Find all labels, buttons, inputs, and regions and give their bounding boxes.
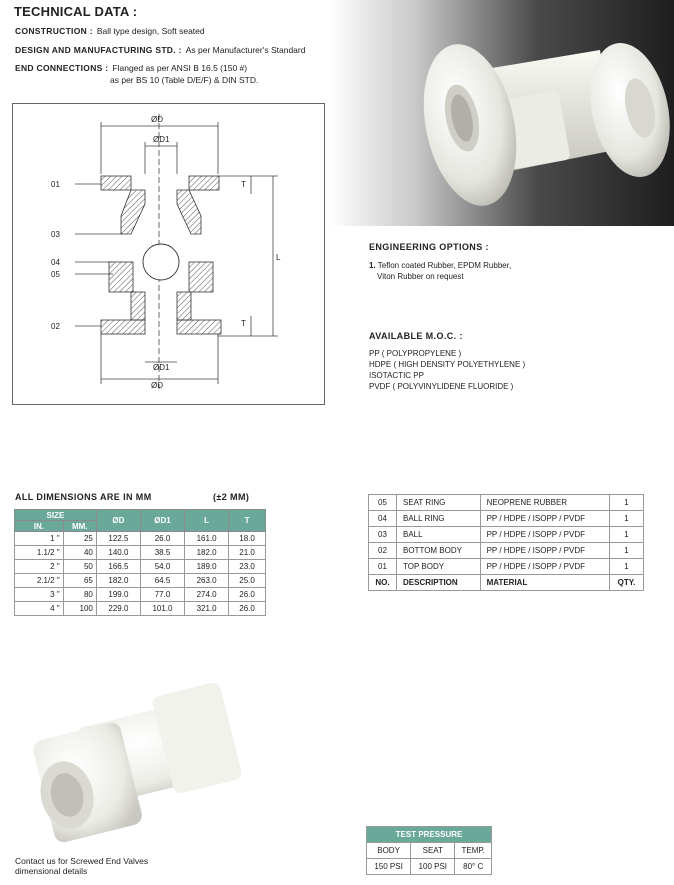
moc-item: PVDF ( POLYVINYLIDENE FLUORIDE ) <box>369 382 514 391</box>
table-row <box>369 527 644 543</box>
contact-line-1: Contact us for Screwed End Valves <box>15 856 149 866</box>
callout-05: 05 <box>51 270 60 279</box>
callout-04: 04 <box>51 258 60 267</box>
cell: 1 <box>610 559 644 575</box>
cell: 1.1/2 " <box>15 546 64 560</box>
moc-item: HDPE ( HIGH DENSITY POLYETHYLENE ) <box>369 360 526 369</box>
cell: 263.0 <box>185 574 229 588</box>
end-label: END CONNECTIONS : <box>15 63 109 73</box>
parts-table-header <box>369 575 644 591</box>
table-row <box>369 495 644 511</box>
table-row <box>369 511 644 527</box>
parts-table <box>368 494 644 591</box>
table-row <box>369 559 644 575</box>
cell: 64.5 <box>140 574 184 588</box>
screwed-valve-illustration <box>12 680 267 850</box>
cell: 274.0 <box>185 588 229 602</box>
engineering-options-title: ENGINEERING OPTIONS : <box>369 242 489 252</box>
col-header-body: BODY <box>367 843 411 859</box>
cell: 25 <box>63 532 96 546</box>
col-header-material: MATERIAL <box>480 575 609 591</box>
cell: 140.0 <box>96 546 140 560</box>
col-header-od: ØD <box>96 510 140 532</box>
cell: 21.0 <box>229 546 266 560</box>
table-row <box>367 859 492 875</box>
col-header-t: T <box>229 510 266 532</box>
cell: 101.0 <box>140 602 184 616</box>
col-header-l: L <box>185 510 229 532</box>
cell: SEAT RING <box>397 495 481 511</box>
cell: 54.0 <box>140 560 184 574</box>
table-row <box>367 843 492 859</box>
callout-02: 02 <box>51 322 60 331</box>
seat-pressure-value: 100 PSI <box>411 859 455 875</box>
cell: 26.0 <box>229 602 266 616</box>
dimensions-tolerance: (±2 MM) <box>213 492 250 502</box>
cell: 65 <box>63 574 96 588</box>
callout-01: 01 <box>51 180 60 189</box>
engineering-item-line-2: Viton Rubber on request <box>377 272 464 281</box>
cell: NEOPRENE RUBBER <box>480 495 609 511</box>
dim-l-label: L <box>276 253 281 262</box>
cell: 26.0 <box>229 588 266 602</box>
size-header: SIZE <box>15 510 97 521</box>
cell: 02 <box>369 543 397 559</box>
test-pressure-title: TEST PRESSURE <box>367 827 492 843</box>
flanged-valve-photo <box>330 0 674 226</box>
cell: PP / HDPE / ISOPP / PVDF <box>480 543 609 559</box>
cell: 1 <box>610 527 644 543</box>
cell: 26.0 <box>140 532 184 546</box>
moc-list <box>369 348 525 392</box>
cell: 166.5 <box>96 560 140 574</box>
cell: 199.0 <box>96 588 140 602</box>
cell: 40 <box>63 546 96 560</box>
cell: 38.5 <box>140 546 184 560</box>
cell: 229.0 <box>96 602 140 616</box>
cell: 2 " <box>15 560 64 574</box>
cell: 03 <box>369 527 397 543</box>
cell: 1 <box>610 511 644 527</box>
cell: 05 <box>369 495 397 511</box>
col-header-in: IN. <box>15 521 64 532</box>
cell: BALL RING <box>397 511 481 527</box>
page-title: TECHNICAL DATA : <box>14 4 138 19</box>
cell: 182.0 <box>185 546 229 560</box>
table-row <box>15 602 266 616</box>
cell: 18.0 <box>229 532 266 546</box>
design-label: DESIGN AND MANUFACTURING STD. : <box>15 45 182 55</box>
cell: 182.0 <box>96 574 140 588</box>
temperature-value: 80° C <box>455 859 492 875</box>
cell: 1 <box>610 495 644 511</box>
moc-item: PP ( POLYPROPYLENE ) <box>369 349 462 358</box>
section-drawing-svg <box>13 104 324 404</box>
end-value-1: Flanged as per ANSI B 16.5 (150 #) <box>112 63 248 73</box>
table-row <box>15 560 266 574</box>
dim-d1-bottom-label: ØD1 <box>153 363 170 372</box>
engineering-options-list <box>369 260 511 282</box>
callout-03: 03 <box>51 230 60 239</box>
cell: PP / HDPE / ISOPP / PVDF <box>480 511 609 527</box>
cell: 80 <box>63 588 96 602</box>
cell: 50 <box>63 560 96 574</box>
col-header-seat: SEAT <box>411 843 455 859</box>
design-value: As per Manufacturer's Standard <box>185 45 306 55</box>
flanged-valve-illustration <box>330 0 674 226</box>
cell: TOP BODY <box>397 559 481 575</box>
contact-note <box>15 856 148 876</box>
screwed-valve-photo <box>12 680 267 850</box>
construction-value: Ball type design, Soft seated <box>96 26 205 36</box>
dim-d-bottom-label: ØD <box>151 381 163 390</box>
cell: BOTTOM BODY <box>397 543 481 559</box>
cell: 23.0 <box>229 560 266 574</box>
valve-section-drawing <box>12 103 325 405</box>
dim-d1-top-label: ØD1 <box>153 135 170 144</box>
cell: 1 " <box>15 532 64 546</box>
cell: 189.0 <box>185 560 229 574</box>
dimensions-table <box>14 509 266 616</box>
cell: 161.0 <box>185 532 229 546</box>
dim-d-top-label: ØD <box>151 115 163 124</box>
moc-title: AVAILABLE M.O.C. : <box>369 331 463 341</box>
dim-t-bottom-label: T <box>241 319 246 328</box>
cell: 1 <box>610 543 644 559</box>
col-header-qty: QTY. <box>610 575 644 591</box>
cell: 2.1/2 " <box>15 574 64 588</box>
cell: PP / HDPE / ISOPP / PVDF <box>480 559 609 575</box>
test-pressure-table <box>366 826 492 875</box>
dimensions-title: ALL DIMENSIONS ARE IN MM <box>15 492 152 502</box>
col-header-mm: MM. <box>63 521 96 532</box>
cell: 4 " <box>15 602 64 616</box>
cell: 100 <box>63 602 96 616</box>
contact-line-2: dimensional details <box>15 866 88 876</box>
cell: 3 " <box>15 588 64 602</box>
design-spec <box>15 45 305 55</box>
col-header-no: NO. <box>369 575 397 591</box>
table-row <box>15 532 266 546</box>
table-row <box>15 588 266 602</box>
table-row <box>15 546 266 560</box>
cell: 77.0 <box>140 588 184 602</box>
col-header-temp: TEMP. <box>455 843 492 859</box>
col-header-od1: ØD1 <box>140 510 184 532</box>
engineering-item-number: 1. <box>369 261 376 270</box>
cell: 04 <box>369 511 397 527</box>
end-value-2: as per BS 10 (Table D/E/F) & DIN STD. <box>110 75 259 85</box>
col-header-description: DESCRIPTION <box>397 575 481 591</box>
table-row <box>369 543 644 559</box>
moc-item: ISOTACTIC PP <box>369 371 424 380</box>
engineering-item-line-1: Teflon coated Rubber, EPDM Rubber, <box>377 261 512 270</box>
cell: 25.0 <box>229 574 266 588</box>
cell: PP / HDPE / ISOPP / PVDF <box>480 527 609 543</box>
cell: 01 <box>369 559 397 575</box>
cell: BALL <box>397 527 481 543</box>
construction-spec <box>15 26 205 36</box>
cell: 122.5 <box>96 532 140 546</box>
body-pressure-value: 150 PSI <box>367 859 411 875</box>
end-connections-spec <box>15 63 247 73</box>
cell: 321.0 <box>185 602 229 616</box>
dim-t-top-label: T <box>241 180 246 189</box>
construction-label: CONSTRUCTION : <box>15 26 93 36</box>
table-row <box>15 574 266 588</box>
